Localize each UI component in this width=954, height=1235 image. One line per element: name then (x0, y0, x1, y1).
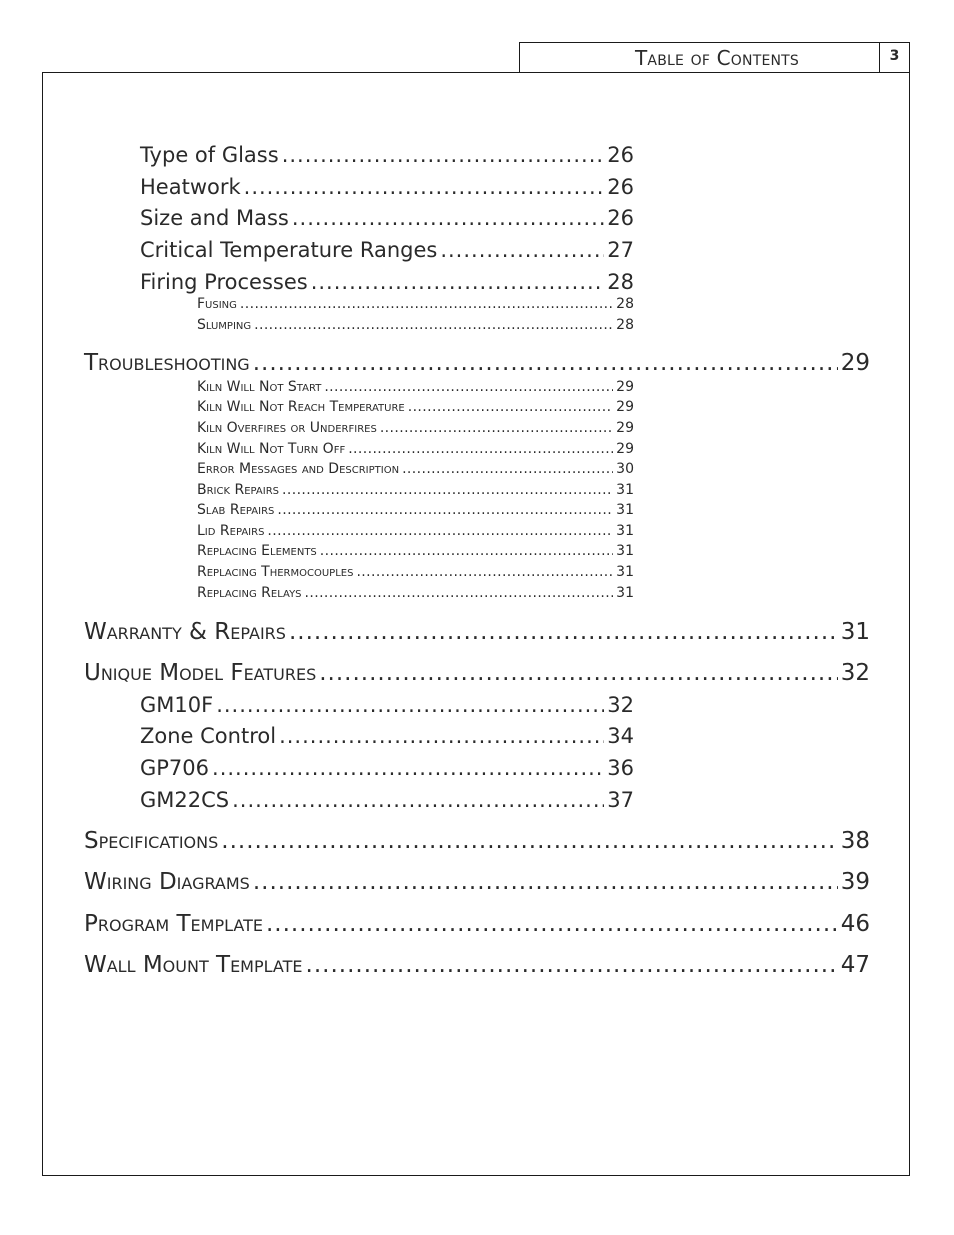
dot-leader (408, 399, 613, 415)
dot-leader (356, 564, 613, 580)
toc-entry-firing-processes[interactable]: Firing Processes ..... 28 (140, 270, 634, 298)
dot-leader (402, 461, 613, 477)
toc-entry-brick-repairs[interactable]: Brick Repairs ..... 31 (197, 482, 634, 501)
toc-entry-specifications[interactable]: Specifications ..... 38 (84, 828, 870, 858)
dot-leader (380, 420, 613, 436)
toc-entry-type-of-glass[interactable]: Type of Glass ..... 26 (140, 143, 634, 171)
toc-entry-warranty-repairs[interactable]: Warranty & Repairs ..... 31 (84, 619, 870, 649)
toc-entry-replacing-relays[interactable]: Replacing Relays ..... 31 (197, 585, 634, 604)
toc-entry-replacing-thermocouples[interactable]: Replacing Thermocouples ..... 31 (197, 564, 634, 583)
dot-leader (292, 206, 604, 230)
toc-entry-fusing[interactable]: Fusing ..... 28 (197, 296, 634, 315)
dot-leader (277, 502, 613, 518)
dot-leader (240, 296, 613, 312)
dot-leader (324, 379, 613, 395)
header-tab (519, 42, 880, 73)
dot-leader (244, 175, 605, 199)
toc-entry-wiring-diagrams[interactable]: Wiring Diagrams ..... 39 (84, 869, 870, 899)
dot-leader (305, 585, 614, 601)
dot-leader (319, 660, 837, 686)
dot-leader (311, 270, 605, 294)
page-number: 3 (879, 42, 910, 73)
toc-entry-kiln-will-not-start[interactable]: Kiln Will Not Start ..... 29 (197, 379, 634, 398)
toc-entry-replacing-elements[interactable]: Replacing Elements ..... 31 (197, 543, 634, 562)
toc-entry-wall-mount-template[interactable]: Wall Mount Template ..... 47 (84, 952, 870, 982)
page-title: Table of Contents (635, 46, 799, 70)
dot-leader (282, 143, 605, 167)
dot-leader (221, 828, 837, 854)
dot-leader (253, 869, 838, 895)
dot-leader (348, 441, 613, 457)
toc-entry-zone-control[interactable]: Zone Control ..... 34 (140, 724, 634, 752)
toc-entry-slumping[interactable]: Slumping ..... 28 (197, 317, 634, 336)
toc-entry-troubleshooting[interactable]: Troubleshooting ..... 29 (84, 350, 870, 380)
dot-leader (279, 724, 604, 748)
toc-entry-kiln-will-not-reach-temperature[interactable]: Kiln Will Not Reach Temperature ..... 29 (197, 399, 634, 418)
toc-entry-heatwork[interactable]: Heatwork ..... 26 (140, 175, 634, 203)
toc-entry-gp706[interactable]: GP706 ..... 36 (140, 756, 634, 784)
toc-entry-error-messages[interactable]: Error Messages and Description ..... 30 (197, 461, 634, 480)
dot-leader (232, 788, 604, 812)
dot-leader (306, 952, 838, 978)
toc-entry-kiln-overfires-or-underfires[interactable]: Kiln Overfires or Underfires ..... 29 (197, 420, 634, 439)
toc-entry-program-template[interactable]: Program Template ..... 46 (84, 911, 870, 941)
dot-leader (253, 350, 838, 376)
dot-leader (216, 693, 604, 717)
toc-entry-size-and-mass[interactable]: Size and Mass ..... 26 (140, 206, 634, 234)
dot-leader (267, 523, 613, 539)
toc-entry-lid-repairs[interactable]: Lid Repairs ..... 31 (197, 523, 634, 542)
toc-entry-critical-temperature-ranges[interactable]: Critical Temperature Ranges ..... 27 (140, 238, 634, 266)
toc-entry-unique-model-features[interactable]: Unique Model Features ..... 32 (84, 660, 870, 690)
dot-leader (289, 619, 838, 645)
toc-entry-slab-repairs[interactable]: Slab Repairs ..... 31 (197, 502, 634, 521)
dot-leader (266, 911, 838, 937)
dot-leader (212, 756, 604, 780)
dot-leader (440, 238, 604, 262)
toc-entry-gm22cs[interactable]: GM22CS ..... 37 (140, 788, 634, 816)
dot-leader (282, 482, 613, 498)
dot-leader (320, 543, 613, 559)
toc-entry-gm10f[interactable]: GM10F ..... 32 (140, 693, 634, 721)
toc-entry-kiln-will-not-turn-off[interactable]: Kiln Will Not Turn Off ..... 29 (197, 441, 634, 460)
dot-leader (254, 317, 613, 333)
